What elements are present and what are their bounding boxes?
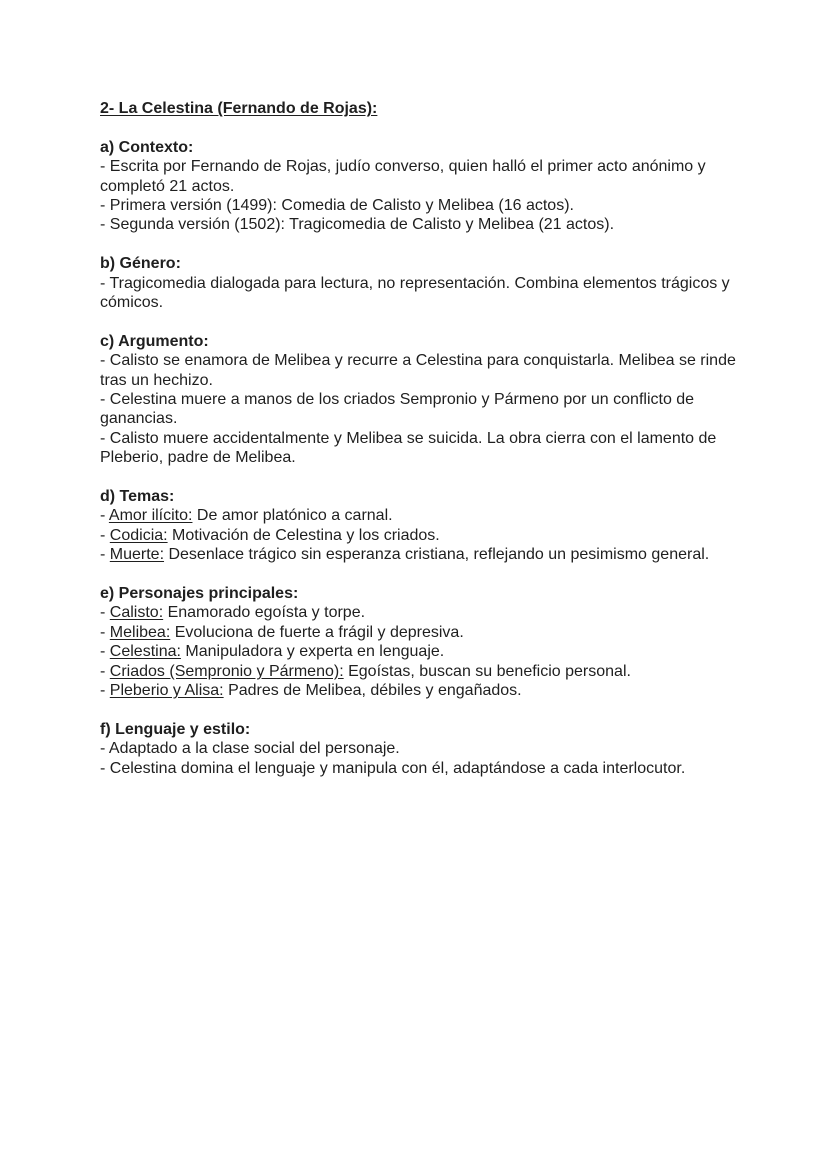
item-prefix: -	[100, 643, 110, 661]
section-argumento	[100, 332, 740, 468]
term-description: Desenlace trágico sin esperanza cristiana, reflejando un pesimismo general.	[164, 546, 710, 564]
section-heading: d) Temas:	[100, 488, 175, 506]
section-heading: b) Género:	[100, 255, 181, 273]
term-description: Egoístas, buscan su beneficio personal.	[343, 662, 631, 680]
list-item: - Calisto se enamora de Melibea y recurre a Celestina para conquistarla. Melibea se rinde tras un hechizo.	[100, 352, 736, 389]
item-prefix: -	[100, 546, 110, 564]
term-description: Motivación de Celestina y los criados.	[167, 526, 440, 544]
section-heading: f) Lenguaje y estilo:	[100, 720, 251, 738]
term-description: Padres de Melibea, débiles y engañados.	[223, 682, 522, 700]
list-item	[100, 506, 740, 525]
section-personajes	[100, 584, 740, 700]
section-genero	[100, 254, 740, 312]
item-prefix: -	[100, 526, 110, 544]
term-label: Calisto:	[109, 604, 164, 622]
list-item	[100, 603, 740, 622]
list-item	[100, 662, 740, 681]
item-prefix: -	[100, 604, 110, 622]
section-temas	[100, 487, 740, 565]
list-item	[100, 642, 740, 661]
list-item	[100, 545, 740, 564]
list-item: - Primera versión (1499): Comedia de Calisto y Melibea (16 actos).	[100, 197, 574, 215]
list-item: - Celestina domina el lenguaje y manipula con él, adaptándose a cada interlocutor.	[100, 759, 686, 777]
item-prefix: -	[100, 623, 110, 641]
list-item: - Calisto muere accidentalmente y Melibea se suicida. La obra cierra con el lamento de Pleberio, padre de Melibea.	[100, 429, 717, 467]
list-item: - Tragicomedia dialogada para lectura, no representación. Combina elementos trágicos y cómicos.	[100, 274, 730, 312]
item-prefix: -	[100, 662, 110, 680]
list-item: - Segunda versión (1502): Tragicomedia de Calisto y Melibea (21 actos).	[100, 216, 615, 234]
document-body	[100, 99, 740, 798]
term-label: Melibea:	[109, 623, 171, 641]
document-title: 2- La Celestina (Fernando de Rojas):	[100, 100, 378, 117]
section-heading: e) Personajes principales:	[100, 585, 299, 603]
item-prefix: -	[100, 682, 110, 700]
term-description: Enamorado egoísta y torpe.	[163, 604, 366, 622]
list-item: - Celestina muere a manos de los criados Sempronio y Pármeno por un conflicto de ganancias.	[100, 391, 695, 428]
list-item	[100, 526, 740, 545]
list-item: - Escrita por Fernando de Rojas, judío converso, quien halló el primer acto anónimo y completó 21 actos.	[100, 158, 706, 195]
term-description: De amor platónico a carnal.	[192, 507, 393, 525]
list-item	[100, 681, 740, 700]
section-contexto	[100, 138, 740, 235]
term-label: Codicia:	[109, 526, 168, 544]
term-description: Manipuladora y experta en lenguaje.	[180, 643, 445, 661]
term-label: Muerte:	[109, 546, 165, 564]
term-label: Pleberio y Alisa:	[109, 682, 224, 700]
section-heading: a) Contexto:	[100, 138, 194, 156]
section-heading: c) Argumento:	[100, 332, 209, 350]
term-label: Amor ilícito:	[108, 507, 193, 525]
term-description: Evoluciona de fuerte a frágil y depresiva.	[170, 623, 464, 641]
term-label: Celestina:	[109, 643, 181, 661]
section-lenguaje	[100, 720, 740, 778]
item-prefix: -	[100, 507, 109, 525]
list-item: - Adaptado a la clase social del personaje.	[100, 740, 400, 758]
term-label: Criados (Sempronio y Pármeno):	[109, 662, 344, 680]
list-item	[100, 623, 740, 642]
